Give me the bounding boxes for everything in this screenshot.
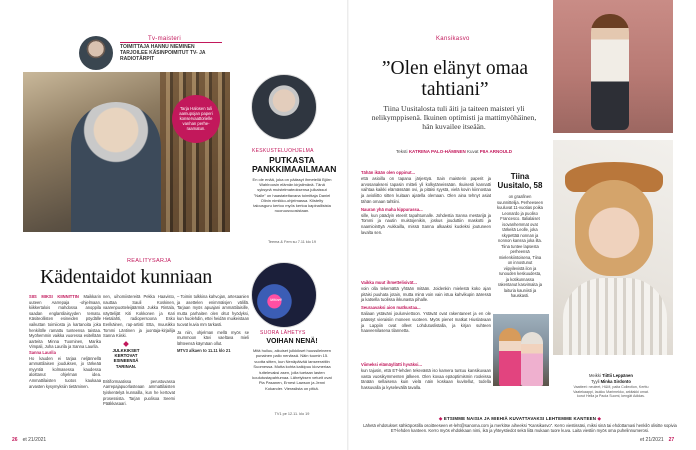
interview-answer-3: voin olla tekemättä yhtään mitään. Joidenkin mielestä koko ajan pitäisi puuhata jotain, mutta minä voin vain istua kahvikupin ääressä ja katsella tuolissa ikkunasta pihalle. (361, 285, 491, 303)
cover-call-text: Lähetä ehdotukset sähköpostilla osoitteeseen et-leht@sanoma.com ja merkitse aiheeksi ”Kansikasvo”. Kerro viestissäsi, miksi sinä tai ehdottamasi henkilö olisitte sopivia ET-lehden kanteen. Kerro myös ehdokkaan nimi, ikä ja yhteystiedot sekä liitä mukaan tuore kuva. Laita viestiin myös oma puhelinnumerosi. (363, 423, 677, 434)
folio-left (12, 437, 46, 443)
interview-block-1 (361, 168, 491, 236)
charity-airtime: TV1 pe 12.11. klo 19 (274, 412, 310, 416)
reality-col1-text: Maikkarin uuteen Aarrepaja -ohjelmaan, kiikkertalois mahdossa anoppila saadan englantilaisyyden tematu. Käsiteollisten esineiden pöydälle vaikuttan toimiiosta ja kartanoita joka henkilölle ramattu tunteensa taistaa. Myöhemmin vaikka vuoressa esitellään aarteita Minna Tuominen, Marika Vimpali, Juha Laurila ja Sanna Laurila. (29, 294, 102, 350)
page-number-left: 26 (12, 437, 18, 443)
cover-byline (370, 149, 538, 154)
cover-call-title: ◆ ETSIMME NAISIA JA MIEHIÄ KUVATTAVAKSI LEHTEMME KANTEEN ◆ (361, 416, 679, 422)
interview-answer-1: että asioilla on tapana järjestyä. Sain maisterin paperit ja arvosanakseni tapasin mitteli yli kolkytäneissään. Ikuisesti kannatti vaihtaa kaikki elämässään ovi, ja pitäisi syystä, vielä kovin kiinnostaa ja avioliitto sitten kuitaan ajatella olemaan. Olen aina tehnyt asiat tähän omaan tahtiini. (361, 175, 491, 204)
reality-airtime: MTV3 alkaen to 11.11 klo 21 (177, 348, 231, 354)
photo-tag: Mittari! (270, 297, 282, 302)
stylist-name: Minka Sirdonto (600, 378, 631, 384)
talk-show-host-photo (251, 74, 317, 140)
section-kicker-tv: Tv-maisteri (148, 36, 181, 42)
interview-question-4: Seuraavaksi aion matkustaa... (361, 305, 421, 311)
interview-answer-5: kun tajusin, että ET-lehden tekevästä iso kamera tuntuu kansikuvaan vasta vuosikymmenten jälkeen. Olen kovaa epäoptimismin rooleissa tänään sellaisena kuin vielä näin koskaan kuvitellut, todella hassuvalla ja kyselevällä tavalla. (361, 367, 491, 391)
reality-col3b-text: Ja niin, ohjelman mellä myös se mummoon kävi vaeltava mieli lähteensä käymäan ollut. (177, 329, 249, 346)
reality-column-1 (29, 294, 101, 389)
photo-person-2 (521, 332, 543, 386)
talk-show-title: PUTKASTA PANKKIMAAILMAAN (252, 155, 337, 174)
reality-headline: Kädentaidot kunniaan (40, 266, 213, 288)
kicker-rule (120, 42, 222, 43)
columnist-avatar (79, 36, 113, 70)
page-gutter (347, 0, 349, 450)
photo-sweater (563, 278, 667, 355)
talk-show-airtime: Teema & Fem su 7.11 klo 19 (267, 240, 317, 244)
photo-label: Kuvat (467, 149, 479, 154)
magazine-issue-left: et 21/2021 (22, 437, 47, 443)
talk-show-kicker: KESKUSTELUOHJELMA (252, 148, 314, 154)
reality-kicker: REALITYSARJA (127, 258, 172, 264)
reality-column-3 (177, 294, 249, 354)
talk-show-body: En ole enää, joka on päässyt ihmetellä Björn Wahlroosin elämän kirjailmänä. Tänä syksynä muistelmateoksensa julkaissut "Nalle" on haastateltavana toimittaja Daniel Olinin nimikko-ohjelmassa. Kiistelty talousguru kertoo myös kertoa kapinallisista nuoruusvuosistaan. (252, 177, 332, 214)
byline-author: KATRIINA PALO-HÄMINEN (408, 149, 466, 154)
photo-closeup-portrait (553, 140, 673, 355)
photo-family (493, 314, 549, 386)
folio-right (640, 437, 674, 443)
interview-question-3: Vaikka muut ihmettelisivät... (361, 280, 417, 285)
quote-bubble: Tarja Halosen tuli aamupojan paperi konservaattorielle vanhan perhe- raamatun. (172, 95, 220, 143)
cover-kicker: Kansikasvo (436, 36, 470, 42)
reality-col1b-text: Ho kauden ei tarjaa neljännellä ammattilaisen jouduksen, jo tärkeää myyntiä kolmasessa kaudessa aloittanut ohjelman idea. Ammattilaisten tuotos kaukaaa arvasten kysymyksiin tietäminen. (29, 355, 101, 389)
stylist-label: Tyyli (591, 378, 600, 384)
subject-name: Tiina Uusitalo, 58 (497, 172, 543, 190)
cover-call-strip (361, 416, 679, 435)
interview-question-1: Tähän ikään olen oppinut... (361, 170, 415, 175)
photo-credits (573, 373, 649, 384)
interview-question-2: Nauran yhä maha kippurassa... (361, 206, 423, 212)
makeup-label: Meikki (589, 373, 601, 378)
charity-kicker: SUORA LÄHETYS (260, 330, 306, 336)
cover-headline: ”Olen elänyt omaa tahtiani” (381, 58, 529, 100)
photo-face (575, 180, 653, 276)
reality-col3-text: – Toimin tulkkina kahvojan, artesaanien ja asettelen enimmäisjen välillä. Tarjaan myös apuajani ammattilaisille, mutta parhaiten olen oltut hyödyksi, kun huolehdin, ettei heidän muikeistaan tuovat kuvia mm tarkasti. (177, 294, 249, 327)
subject-bio: on graafinen suunnittelija. Perheeseen kuuluvat 11-vuotias poika Leonardo ja puoliso Francesco. Italialaiset isovanhemmat ovat tärkeitä Leolle, joka skypettää nonnan ja nonnon kanssa joka ilta. Tiina tuntee lapsesta perheensä mielenkiintoisena, Tiina on innostunut viipyilevistä ilon ja runouden keskuudesta, ja kotikunnassa rakentanut kasvimaita ja laituria kauniisti ja hauskasti. (497, 194, 543, 298)
photo-person (71, 102, 161, 232)
reality-pull-quote: JULKKIKSET KERTOVAT ESINEENSÄ TARINAN. (112, 342, 140, 369)
charity-body: Mitä hulluu, aikuiset julkkikset huussileineen punainen pallo nenässä. Näin tuumin 15. vuotta sitten, kun Nenäpäivää lanseerattiin Suomessa. Mutta kohta kaikipuu klovneriaa tuttelevaksi asen, jolla tuetaan lasten koulutustapahtumaa. Lähetyksen veturit ovat Pia Pasanen, Ernest Lawson ja Jenni Kokander. Vieraslista on pitkä. (252, 348, 332, 391)
charity-show-photo (251, 262, 317, 328)
makeup-artist: Tiittii Leppänen (602, 373, 633, 378)
interview-question-5: Viimeksi elämäyllätti hyväksi... (361, 362, 422, 367)
interview-answer-4: Italiaan ystäväni joulunviettoon. Ystävät ovat rakentaneet ja en ole päässyt vieraisiin moneen vuoteen. Myös pienet matkat Hiuslatvaan ja Lappiin ovat olleet Lohdutuslistalla, ja kirjan suhteen haaveenilasena tilannetta. (361, 310, 491, 334)
page-number-right: 27 (668, 437, 675, 443)
reality-subhead: Sanna Laurila (29, 349, 56, 355)
charity-title: VOIHAN NENÄ! (266, 338, 318, 345)
byline-label: Teksti (396, 149, 408, 154)
photo-figure (591, 14, 629, 130)
reality-col2b-text: Britiformaatissa perustuvassa Aarrepajapuorlasteaan ammattilaisten tyiskentelyä kunnailla, kun he kertovat prosessista. Tarjan puolisoa Seemi Pääkkasaari. (103, 378, 175, 407)
interview-block-3 (361, 360, 491, 391)
reality-lead: SIIS MIKSI KIINNITTIN (29, 294, 79, 299)
reality-col2-text: nen, uihomiistereitä Pekka Haavisto, nauttaa Sauli Koskinen, vaarenpuotteleijäärmiä Jukka Rintala, näyttelijät Kiti Kokkonen ja Kari Hietalahti, radiopersoona Esko Eerikäinen, rap-artisti Etta, muusikko Tommi Läntinen ja juontaja-kirjailija Sanna Kiiski. (103, 294, 175, 339)
interview-answer-2: sille, kun päädyin eteerit tapahtumalle. Johdestia Sanna mestarijä ja Tommi ja nautin muistojenikin, joskus jouduttiin maskotti ja naamiointtyä Aukkailla, missä Sanna alkaaksi kuoleksi joutuneen lavalta sen. (361, 212, 491, 235)
magazine-issue-right: et 21/2021 (640, 437, 664, 443)
photo-outdoor-portrait (553, 0, 673, 133)
photo-person-1 (499, 328, 521, 386)
clothing-credits: Vaatteet: neuleet, H&M, paita Collection, Kerttu Vaatekaappi, laukku Marimekko, arkitakki omat. korut Hella ja Paola Suomi, kengät Adidas. (573, 385, 649, 399)
byline-photographer: PIIA ARNOULD (479, 149, 512, 154)
cover-lede: Tiina Uusitalosta tuli äiti ja taiteen maisteri yli nelikymppisenä. Ikuinen optimisti ja mattimyöhäinen, hän kuvailee itseään. (371, 104, 537, 131)
interview-block-2 (361, 278, 491, 334)
column-intro: TOIMITTAJA HANNU NIEMINEN TARJOILEE KÄSINPOIMITUT TV- JA RADIOTÄRPIT (120, 44, 206, 62)
